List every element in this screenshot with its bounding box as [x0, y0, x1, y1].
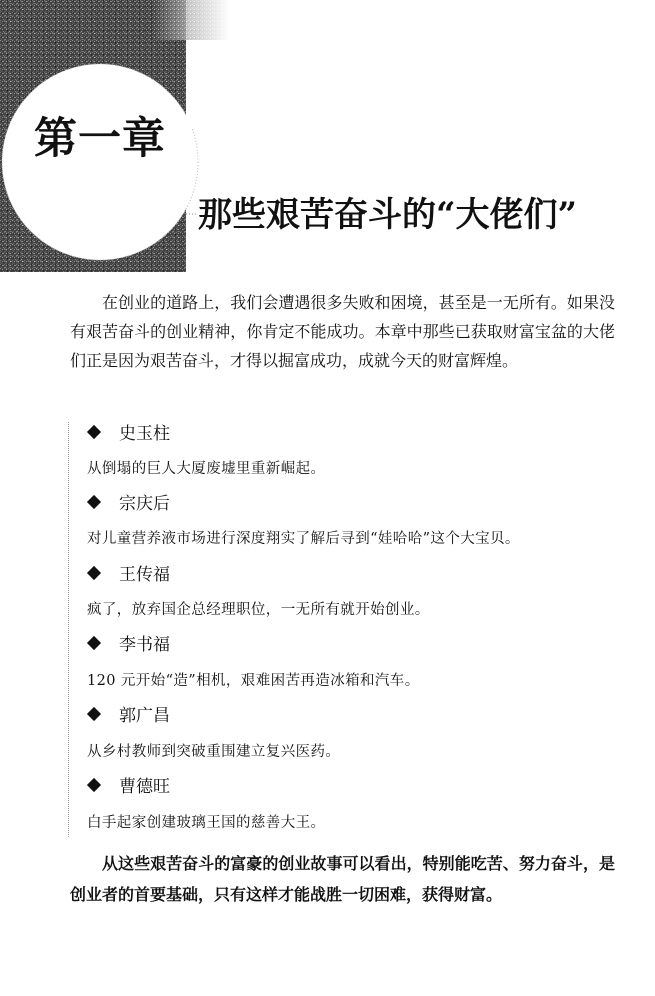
list-item-name [89, 637, 170, 654]
person-description: 疯了，放弃国企总经理职位，一无所有就开始创业。 [87, 602, 430, 618]
person-description: 120 元开始“造”相机，艰难困苦再造冰箱和汽车。 [87, 673, 420, 689]
diamond-bullet-icon [87, 425, 101, 439]
entrepreneur-list [68, 422, 629, 837]
list-item-name [89, 567, 170, 584]
diamond-bullet-icon [87, 707, 101, 721]
person-name: 王传福 [119, 565, 170, 585]
list-item-name [89, 708, 170, 725]
list-item-name [89, 779, 170, 796]
person-name: 李书福 [119, 635, 170, 655]
person-name: 曹德旺 [119, 777, 170, 797]
closing-paragraph: 从这些艰苦奋斗的富豪的创业故事可以看出，特别能吃苦、努力奋斗，是创业者的首要基础，只有这样才能战胜一切困难，获得财富。 [70, 854, 615, 904]
person-name: 宗庆后 [119, 494, 170, 514]
diamond-bullet-icon [87, 636, 101, 650]
person-description: 从乡村教师到突破重围建立复兴医药。 [87, 744, 341, 760]
list-item-name [89, 426, 170, 443]
diamond-bullet-icon [87, 566, 101, 580]
list-item-name [89, 496, 170, 513]
intro-paragraph: 在创业的道路上，我们会遭遇很多失败和困境，甚至是一无所有。如果没有艰苦奋斗的创业精神，你肯定不能成功。本章中那些已获取财富宝盆的大佬们正是因为艰苦奋斗，才得以掘富成功，成就今天的财富辉煌。 [70, 293, 615, 370]
person-description: 从倒塌的巨人大厦废墟里重新崛起。 [87, 461, 326, 477]
person-name: 郭广昌 [119, 706, 170, 726]
diamond-bullet-icon [87, 778, 101, 792]
person-name: 史玉柱 [119, 424, 170, 444]
person-description: 白手起家创建玻璃王国的慈善大王。 [87, 815, 326, 831]
person-description: 对儿童营养液市场进行深度翔实了解后寻到“娃哈哈”这个大宝贝。 [87, 531, 520, 547]
chapter-label: 第一章 [34, 114, 166, 164]
chapter-title: 那些艰苦奋斗的“大佬们” [198, 195, 578, 235]
diamond-bullet-icon [87, 495, 101, 509]
